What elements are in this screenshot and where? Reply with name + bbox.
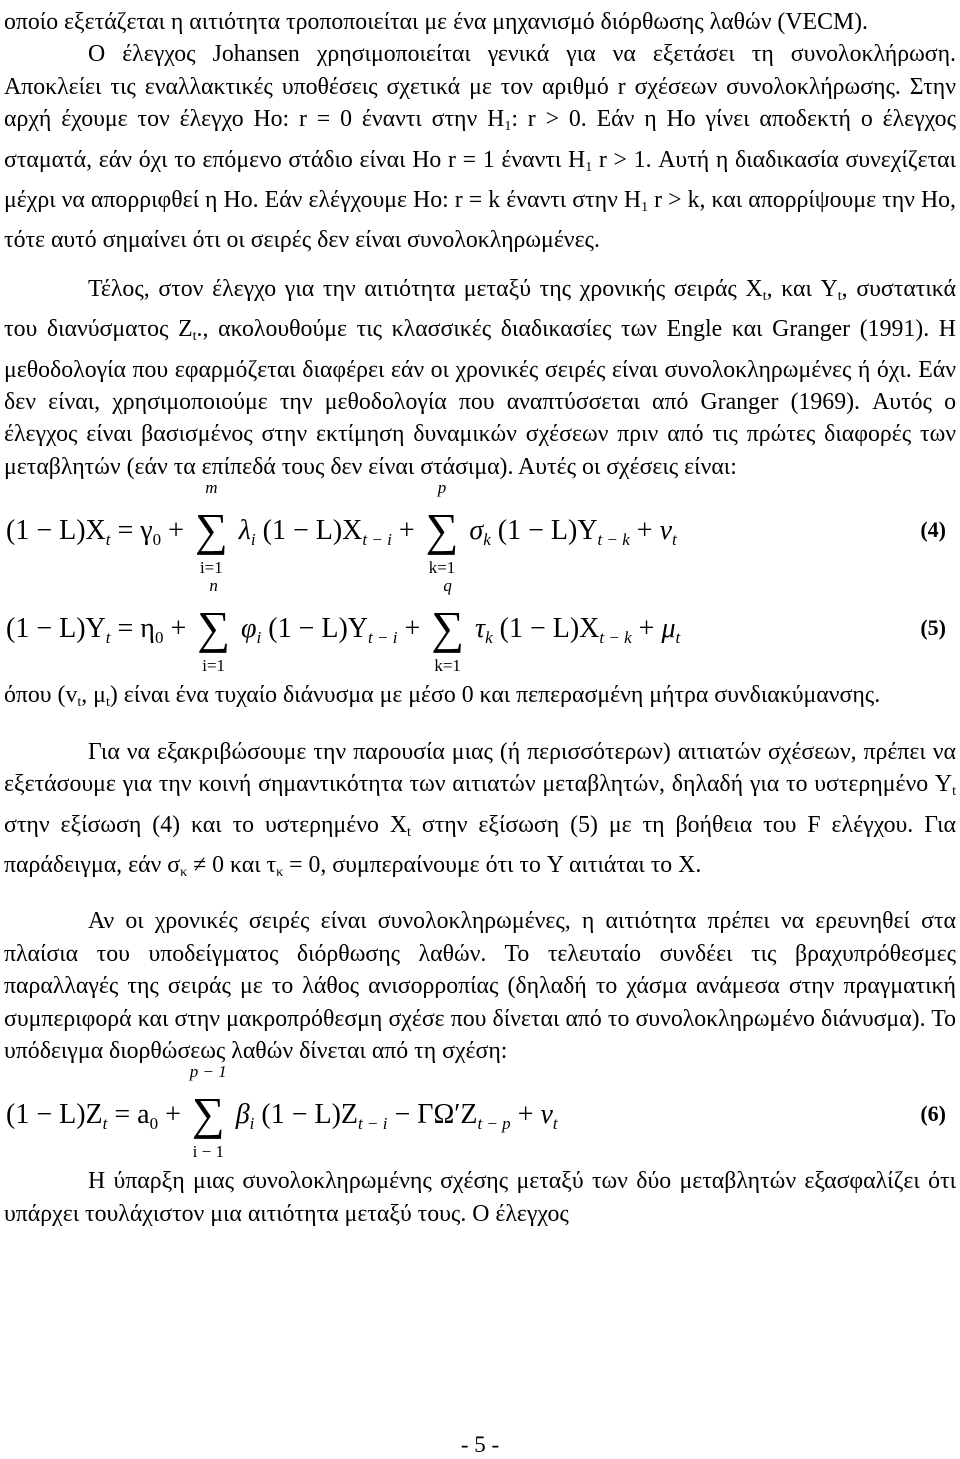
sum-symbol: ∑ n i=1 (197, 576, 231, 676)
sum-symbol: ∑ p − 1 i − 1 (189, 1062, 227, 1162)
equation-6: $(1 - L)Z_t = a_0$ + ∑ p − 1 i − 1 $\beta_i$ $(1 - L)Z_{t - i} - \Gamma\Omega'Z_{t - p} + \nu_t$ (6) (6, 1062, 946, 1162)
paragraph-vecm: οποίο εξετάζεται η αιτιότητα τροποποιείται με ένα μηχανισμό διόρθωσης λαθών (VECM). (4, 9, 868, 35)
equation-number: (6) (920, 1101, 946, 1127)
equation-number: (5) (920, 615, 946, 641)
equation-5: $(1 - L)Y_t = \eta_0$ + ∑ n i=1 $\varphi_i$ $(1 - L)Y_{t - i}$ + ∑ q k=1 $\tau_k$ $(1 - L)X_{t - k} + \mu_t$ (5) (6, 576, 946, 676)
paragraph-error-correction: Αν οι χρονικές σειρές είναι συνολοκληρωμένες, η αιτιότητα πρέπει να ερευνηθεί στα πλαίσια του υποδείγματος διόρθωσης λαθών. Το τελευταίο συνδέει τις βραχυπρόθεσμες παραλλαγές της σειράς με το λάθος ανισορροπίας (δηλαδή το χάσμα ανάμεσα στην πραγματική συμπεριφορά και στην μακροπρόθεσμη σχέσε που δίνεται από το συνολοκληρωμένο διάνυσμα). Το υπόδειγμα διορθώσεως λαθών δίνεται από τη σχέση: (4, 908, 956, 1064)
equation-4: $(1 - L)X_t = \gamma_0$ + ∑ m i=1 $\lambda_i$ $(1 - L)X_{t - i}$ + ∑ p k=1 $\sigma_k$ $(1 - L)Y_{t - k} + \nu_t$ (4) (6, 478, 946, 578)
paragraph-cointegration-causality: Η ύπαρξη μιας συνολοκληρωμένης σχέσης μεταξύ των δύο μεταβλητών εξασφαλίζει ότι υπάρχει τουλάχιστον μια αιτιότητα μεταξύ τους. Ο έλεγχος (4, 1168, 956, 1227)
sum-symbol: ∑ q k=1 (431, 576, 465, 676)
equation-number: (4) (920, 517, 946, 543)
sum-symbol: ∑ p k=1 (425, 478, 459, 578)
paragraph-f-test: Για να εξακριβώσουμε την παρουσία μιας (ή περισσότερων) αιτιατών σχέσεων, πρέπει να εξετάσουμε για την κοινή σημαντικότητα των αιτιατών μεταβλητών, δηλαδή για το υστερημένο $Y_t$ στην εξίσωση (4) και το υστερημένο $X_t$ στην εξίσωση (5) με τη βοήθεια του F ελέγχου. Για παράδειγμα, εάν $\sigma_\kappa \ne 0$ και $\tau_\kappa = 0$, συμπεραίνουμε ότι το Y αιτιάται το X. (4, 738, 957, 880)
paragraph-random-vector: όπου ($v_t$, $\mu_t$) είναι ένα τυχαίο διάνυσμα με μέσο 0 και πεπερασμένη μήτρα συνδιακύμανσης. (4, 682, 881, 711)
page-number: - 5 - (460, 1432, 500, 1457)
sum-symbol: ∑ m i=1 (194, 478, 228, 578)
paragraph-causality: Τέλος, στον έλεγχο για την αιτιότητα μεταξύ της χρονικής σειράς $X_t$, και $Y_t$, συστατικά του διανύσματος $Z_t$., ακολουθούμε τις κλασσικές διαδικασίες των Engle και Granger (1991). Η μεθοδολογία που εφαρμόζεται διαφέρει εάν οι χρονικές σειρές είναι συνολοκληρωμένες ή όχι. Εάν δεν είναι, χρησιμοποιούμε την μεθοδολογία που αναπτύσσεται από Granger (1969). Αυτός ο έλεγχος είναι βασισμένος στην εκτίμηση δυναμικών σχέσεων πριν από τις πρώτες διαφορές των μεταβλητών (εάν τα επίπεδά τους δεν είναι στάσιμα). Αυτές οι σχέσεις είναι: (4, 275, 956, 480)
paragraph-johansen: Ο έλεγχος Johansen χρησιμοποιείται γενικά για να εξετάσει τη συνολοκλήρωση. Αποκλείει τις εναλλακτικές υποθέσεις σχετικά με τον αριθμό r σχέσεων συνολοκλήρωσης. Στην αρχή έχουμε τον έλεγχο Ho: r = 0 έναντι στην $H_1$: r > 0. Εάν η Ho γίνει αποδεκτή ο έλεγχος σταματά, εάν όχι το επόμενο στάδιο είναι Ho r = 1 έναντι $H_1$ r > 1. Αυτή η διαδικασία συνεχίζεται μέχρι να απορριφθεί η Ho. Εάν ελέγχουμε Ho: r = k έναντι στην $H_1$ r > k, και απορρίψουμε την Ho, τότε αυτό σημαίνει ότι οι σειρές δεν είναι συνολοκληρωμένες. (4, 41, 957, 254)
